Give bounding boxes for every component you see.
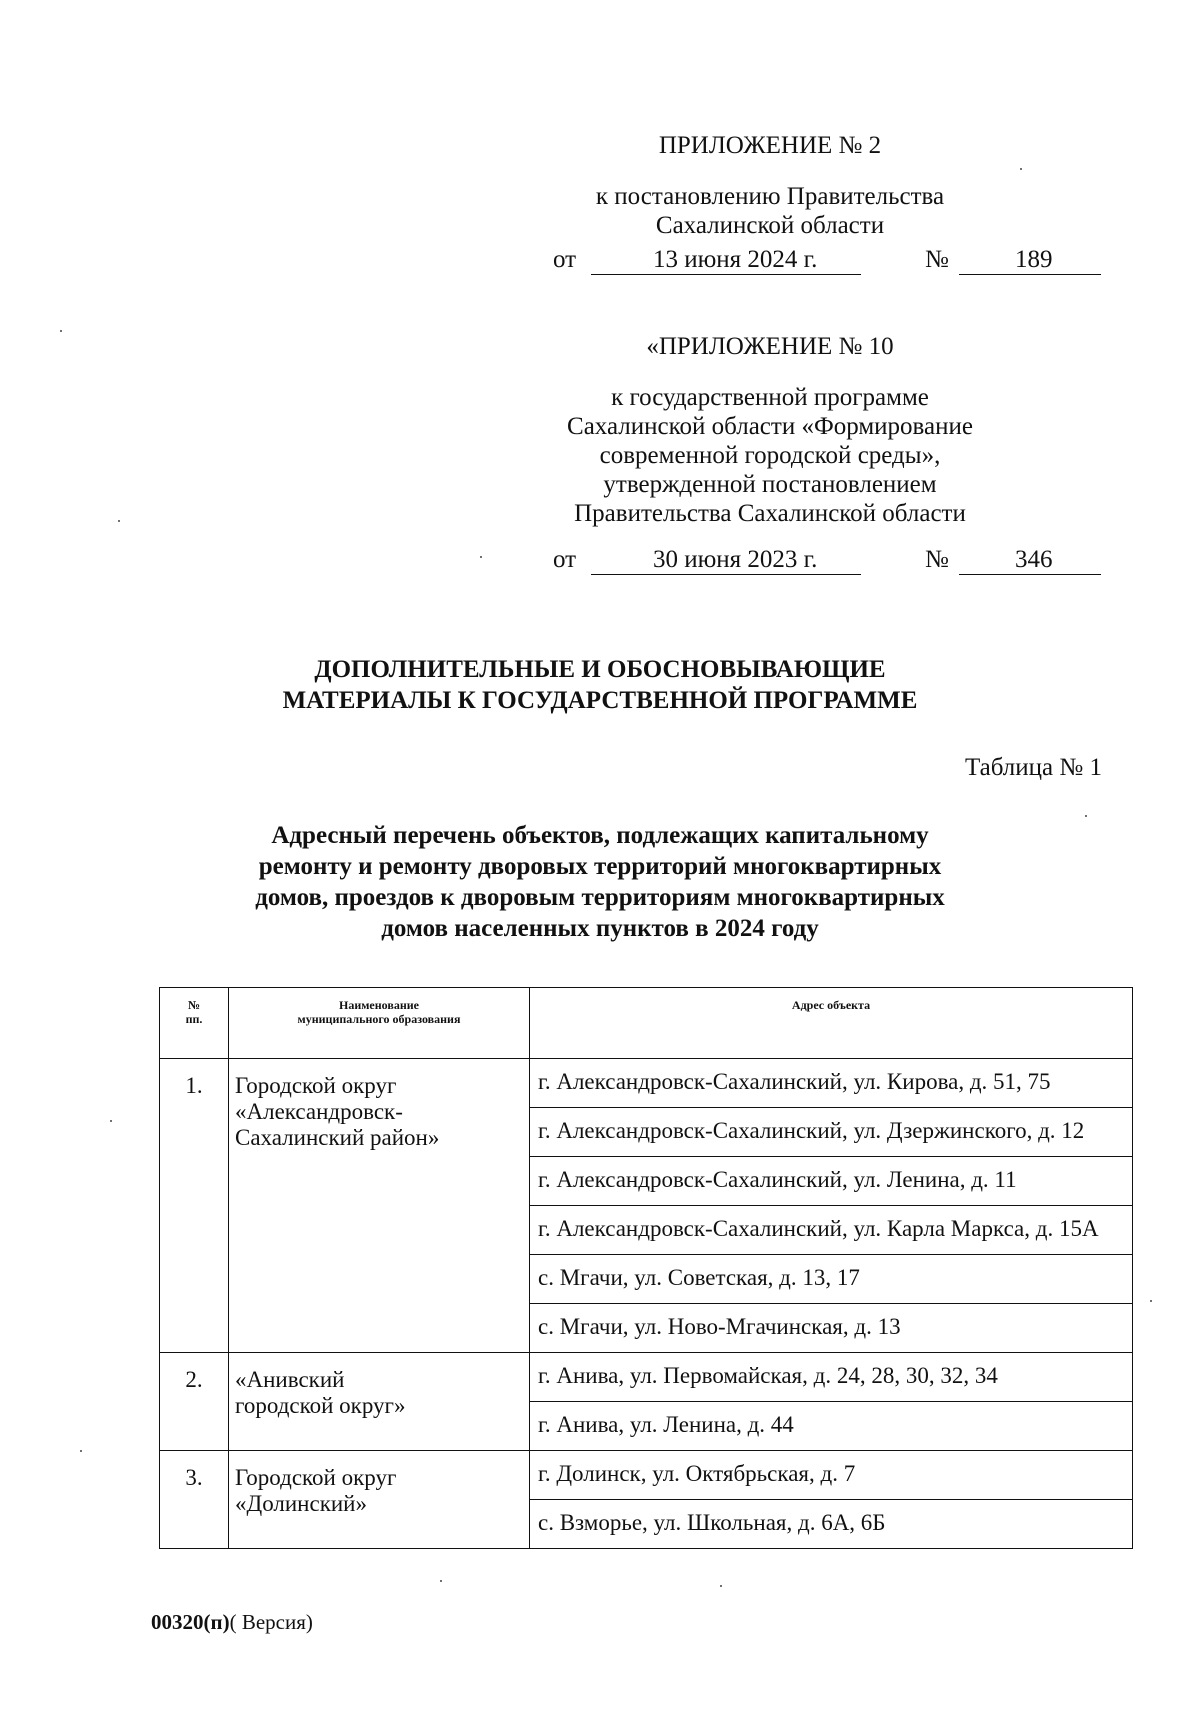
caption-line: Адресный перечень объектов, подлежащих капитальному [271, 822, 929, 849]
approval-line: к постановлению Правительства [595, 183, 945, 210]
number-label: № [925, 246, 949, 273]
header-num-line: № [187, 998, 201, 1012]
municipality-line: Городской округ [235, 1465, 397, 1490]
scan-speck [440, 1580, 442, 1582]
annex-line: современной городской среды», [599, 442, 941, 469]
annex-line: утвержденной постановлением [603, 471, 937, 498]
row-number: 3. [160, 1451, 229, 1549]
address-cell: г. Александровск-Сахалинский, ул. Дзержинского, д. 12 [530, 1108, 1133, 1157]
table-caption [150, 820, 1050, 944]
address-cell: г. Александровск-Сахалинский, ул. Кирова, д. 51, 75 [530, 1059, 1133, 1108]
from-label: от [553, 546, 577, 573]
row-number: 2. [160, 1353, 229, 1451]
header-address: Адрес объекта [530, 988, 1133, 1059]
document-version: ( Версия) [229, 1610, 313, 1634]
number-underline [959, 274, 1101, 275]
objects-table [159, 987, 1133, 1549]
table-row [160, 1059, 1133, 1108]
scan-speck [118, 520, 120, 522]
table-number: Таблица № 1 [964, 754, 1102, 781]
title-line: ДОПОЛНИТЕЛЬНЫЕ И ОБОСНОВЫВАЮЩИЕ [314, 656, 886, 683]
from-label: от [553, 246, 577, 273]
header-municipality-line: муниципального образования [297, 1012, 461, 1026]
municipality-line: городской округ» [235, 1393, 406, 1418]
address-cell: г. Анива, ул. Ленина, д. 44 [530, 1402, 1133, 1451]
annex-line: Сахалинской области «Формирование [567, 413, 973, 440]
address-cell: с. Взморье, ул. Школьная, д. 6А, 6Б [530, 1500, 1133, 1549]
municipality-line: «Анивский [235, 1367, 345, 1392]
scan-speck [1085, 815, 1087, 817]
address-cell: г. Анива, ул. Первомайская, д. 24, 28, 30, 32, 34 [530, 1353, 1133, 1402]
municipality-line: Городской округ [235, 1073, 397, 1098]
annex-line: к государственной программе [611, 384, 929, 411]
approval-line: Сахалинской области [655, 212, 885, 239]
header-municipality [229, 988, 530, 1059]
approval-block [560, 131, 980, 240]
municipality-cell [229, 1059, 530, 1353]
scan-speck [480, 556, 482, 558]
table-header-row [160, 988, 1133, 1059]
header-num-line: пп. [185, 1012, 203, 1026]
table-row [160, 1451, 1133, 1500]
approval-date: 13 июня 2024 г. [653, 246, 818, 273]
address-cell: с. Мгачи, ул. Ново-Мгачинская, д. 13 [530, 1304, 1133, 1353]
annex-line: Правительства Сахалинской области [574, 500, 966, 527]
annex-heading: «ПРИЛОЖЕНИЕ № 10 [646, 333, 894, 360]
scan-speck [720, 1585, 722, 1587]
address-cell: г. Долинск, ул. Октябрьская, д. 7 [530, 1451, 1133, 1500]
header-num [160, 988, 229, 1059]
row-number: 1. [160, 1059, 229, 1353]
scan-speck [1150, 1300, 1152, 1302]
annex-signature-row [553, 546, 1103, 576]
title-line: МАТЕРИАЛЫ К ГОСУДАРСТВЕННОЙ ПРОГРАММЕ [282, 687, 918, 714]
approval-signature-row [553, 246, 1103, 276]
document-title [150, 654, 1050, 716]
number-underline [959, 574, 1101, 575]
address-cell: с. Мгачи, ул. Советская, д. 13, 17 [530, 1255, 1133, 1304]
header-municipality-line: Наименование [339, 998, 419, 1012]
scan-speck [1020, 168, 1022, 170]
number-label: № [925, 546, 949, 573]
caption-line: ремонту и ремонту дворовых территорий многоквартирных [258, 853, 942, 880]
date-underline [591, 574, 861, 575]
address-cell: г. Александровск-Сахалинский, ул. Карла Маркса, д. 15А [530, 1206, 1133, 1255]
date-underline [591, 274, 861, 275]
annex-date: 30 июня 2023 г. [653, 546, 818, 573]
approval-number: 189 [1015, 246, 1053, 273]
document-footer [151, 1610, 313, 1635]
municipality-cell [229, 1353, 530, 1451]
caption-line: домов, проездов к дворовым территориям многоквартирных [255, 884, 945, 911]
scan-speck [60, 330, 62, 332]
municipality-cell [229, 1451, 530, 1549]
caption-line: домов населенных пунктов в 2024 году [381, 915, 819, 942]
annex-block [560, 332, 980, 528]
address-cell: г. Александровск-Сахалинский, ул. Ленина, д. 11 [530, 1157, 1133, 1206]
document-code: 00320(п) [151, 1610, 230, 1634]
scan-speck [80, 1450, 82, 1452]
table-row [160, 1353, 1133, 1402]
municipality-line: Сахалинский район» [235, 1125, 440, 1150]
approval-heading: ПРИЛОЖЕНИЕ № 2 [658, 132, 882, 159]
annex-number: 346 [1015, 546, 1053, 573]
municipality-line: «Александровск- [235, 1099, 403, 1124]
municipality-line: «Долинский» [235, 1491, 367, 1516]
scan-speck [110, 1120, 112, 1122]
